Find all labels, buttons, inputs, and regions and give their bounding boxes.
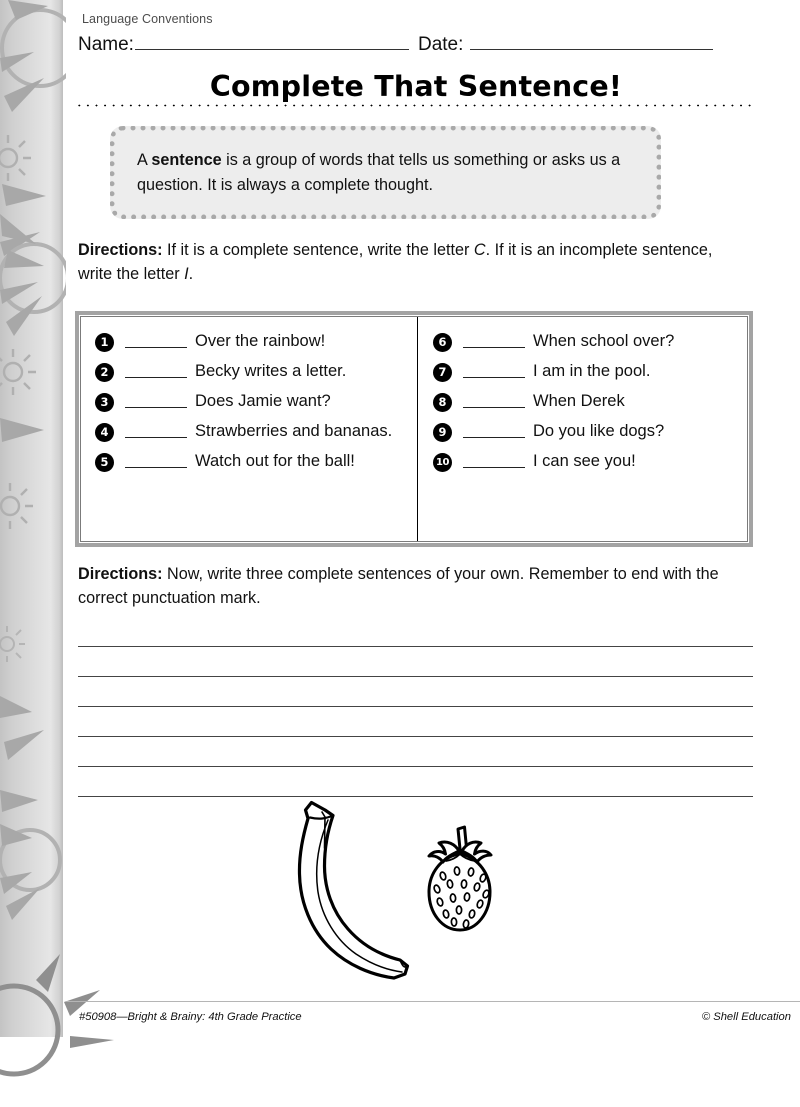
definition-term: sentence	[151, 151, 222, 169]
exercise-column-right	[417, 317, 747, 541]
page-title: Complete That Sentence!	[209, 70, 623, 103]
directions-2-text: Now, write three complete sentences of your own. Remember to end with the correct punctuation mark.	[78, 565, 719, 607]
writing-line[interactable]	[78, 737, 753, 767]
item-number-badge: 9	[433, 423, 452, 442]
writing-line[interactable]	[78, 617, 753, 647]
item-number-badge: 10	[433, 453, 452, 472]
directions-1-part3: .	[188, 264, 194, 283]
item-sentence: Do you like dogs?	[533, 422, 665, 441]
item-sentence: When school over?	[533, 332, 675, 350]
directions-1-letter-c: C	[473, 241, 486, 259]
item-number-badge: 3	[95, 393, 114, 412]
item-sentence: Becky writes a letter.	[195, 362, 347, 381]
item-number-badge: 8	[433, 393, 452, 412]
writing-lines	[78, 617, 753, 797]
exercise-item	[433, 331, 741, 352]
item-sentence: I am in the pool.	[533, 362, 651, 381]
definition-lead: A	[137, 151, 152, 169]
writing-line[interactable]	[78, 647, 753, 677]
strand-label: Language Conventions	[82, 12, 213, 26]
directions-2	[78, 563, 744, 611]
definition-callout	[110, 126, 661, 219]
strawberry-icon	[429, 827, 491, 930]
exercise-item	[433, 421, 741, 442]
writing-line[interactable]	[78, 707, 753, 737]
directions-1-part2: . If it is an incomplete sentence, write the letter	[78, 241, 713, 283]
answer-blank[interactable]	[463, 451, 525, 468]
name-label: Name:	[78, 34, 134, 55]
footer-right-text: © Shell Education	[701, 1011, 791, 1023]
date-input-line[interactable]	[470, 35, 713, 50]
item-number-badge: 1	[95, 333, 114, 352]
exercise-item	[433, 451, 741, 472]
writing-line[interactable]	[78, 677, 753, 707]
exercise-item	[433, 361, 741, 382]
decorative-left-border	[0, 0, 66, 1037]
item-sentence: When Derek	[533, 392, 625, 411]
item-sentence: Over the rainbow!	[195, 332, 326, 350]
answer-blank[interactable]	[463, 391, 525, 408]
exercise-item	[95, 451, 411, 472]
answer-blank[interactable]	[463, 361, 525, 378]
answer-blank[interactable]	[463, 331, 525, 348]
name-input-line[interactable]	[135, 35, 409, 50]
item-number-badge: 5	[95, 453, 114, 472]
answer-blank[interactable]	[463, 421, 525, 438]
item-sentence: Watch out for the ball!	[195, 452, 355, 471]
item-number-badge: 2	[95, 363, 114, 382]
item-number-badge: 4	[95, 423, 114, 442]
exercise-box	[75, 311, 753, 547]
exercise-item	[95, 331, 411, 352]
answer-blank[interactable]	[125, 391, 187, 408]
item-sentence: Strawberries and bananas.	[195, 422, 393, 441]
title-dotted-rule	[75, 104, 757, 107]
answer-blank[interactable]	[125, 451, 187, 468]
exercise-item	[95, 391, 411, 412]
directions-2-label: Directions:	[78, 565, 163, 583]
answer-blank[interactable]	[125, 361, 187, 378]
answer-blank[interactable]	[125, 331, 187, 348]
exercise-item	[433, 391, 741, 412]
worksheet-page	[66, 0, 800, 1037]
date-label: Date:	[417, 34, 464, 55]
directions-1-letter-i: I	[184, 264, 189, 283]
directions-1	[78, 239, 744, 287]
footer-divider	[66, 1001, 800, 1002]
item-sentence: Does Jamie want?	[195, 392, 331, 411]
exercise-item	[95, 421, 411, 442]
item-number-badge: 7	[433, 363, 452, 382]
item-sentence: I can see you!	[533, 452, 636, 471]
fruit-illustration	[276, 788, 516, 988]
directions-1-label: Directions:	[78, 241, 163, 259]
exercise-column-left	[81, 317, 417, 541]
definition-body: is a group of words that tells us something or asks us a question. It is always a complete thought.	[137, 151, 621, 194]
directions-1-part1: If it is a complete sentence, write the letter	[162, 241, 474, 259]
footer-left-text: #50908—Bright & Brainy: 4th Grade Practice	[79, 1011, 302, 1023]
banana-icon	[299, 803, 407, 979]
item-number-badge: 6	[433, 333, 452, 352]
name-date-row	[78, 34, 778, 62]
answer-blank[interactable]	[125, 421, 187, 438]
exercise-item	[95, 361, 411, 382]
